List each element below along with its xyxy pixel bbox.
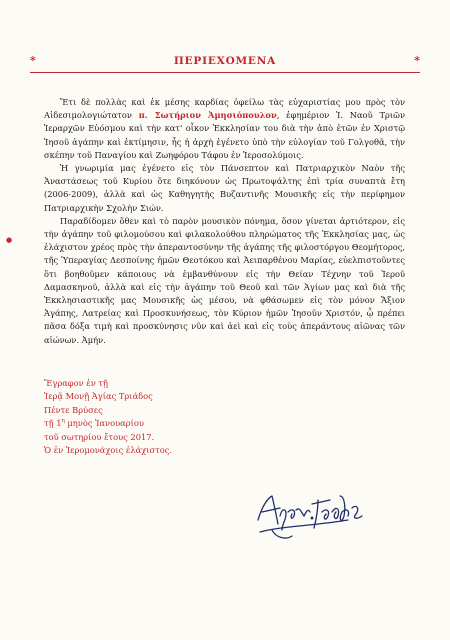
paragraph-2: Ἡ γνωριμία μας ἐγένετο εἰς τὸν Πάνσεπτον καὶ Πατριαρχικὸν Ναὸν τῆς Ἀναστάσεως τοῦ Κυρίου ὅτε διηκόνουν ὡς Πρωτοψάλτης ἐπὶ τρία συναπτὰ ἔτη (2006-2009), ἀλλὰ καὶ ὡς Καθηγητὴς Βυζαντινῆς Μουσικῆς εἰς τὴν περίφημον Πατριαρχικὴν Σχολὴν Σιών. <box>44 163 405 213</box>
closing-block <box>44 377 172 457</box>
closing-line-5: τοῦ σωτηρίου ἔτους 2017. <box>44 431 155 442</box>
page-header <box>30 52 420 70</box>
paragraph-3: Παραδίδομεν ὅθεν καὶ τὸ παρὸν μουσικὸν πόνημα, ὅσον γίνεται ἀρτιότερον, εἰς τὴν ἀγάπην τοῦ φιλομούσου καὶ φιλακολούθου πληρώματος τῆς Ἐκκλησίας μας, ὡς ἐλάχιστον χρέος πρὸς τὴν ἀπεραντοσύνην τῆς ἀγάπης τῆς φιλοστόργου Θεομήτορος, τῆς Ὑπεραγίας Δεσποίνης ἡμῶν Θεοτόκου καὶ Ἀειπαρθένου Μαρίας, εὐελπιστοῦντες ὅτι βοηθοῦμεν κάποιους νὰ ἐμβανθύνουν εἰς τὴν Θείαν Τέχνην τοῦ Ἱεροῦ Δαμασκηνοῦ, ἀλλὰ καὶ εἰς τὴν ἀγάπην τοῦ Θεοῦ καὶ τῶν Ἁγίων μας καὶ διὰ τῆς Ἐκκλησιαστικῆς μας Μουσικῆς ὡς μέσου, νὰ φθάσωμεν εἰς τὸν μόνον Ἄξιον Ἀγάπης, Λατρείας καὶ Προσκυνήσεως, τὸν Κύριον ἡμῶν Ἰησοῦν Χριστόν, ᾧ πρέπει πᾶσα δόξα τιμὴ καὶ προσκύνησις νῦν καὶ ἀεὶ καὶ εἰς τοὺς ἀπεράντους αἰῶνας τῶν αἰώνων. Ἀμήν. <box>44 215 405 345</box>
closing-line-2: Ἱερᾷ Μονῇ Ἁγίας Τριάδος <box>44 391 153 402</box>
header-star-left: * <box>30 54 36 67</box>
closing-line-6: Ὁ ἐν Ἱερομονάχοις ἐλάχιστος. <box>44 445 173 456</box>
paragraph-1: Ἔτι δὲ πολλὰς καὶ ἐκ μέσης καρδίας ὀφείλω τὰς εὐχαριστίας μου πρὸς τὸν Αἰδεσιμολογιώτατον π. Σωτήριον Ἀμησιόπουλον, ἐφημέριον Ἱ. Ναοῦ Τριῶν Ἱεραρχῶν Εὐόσμου καὶ τὴν κατ' οἶκον Ἐκκλησίαν του διὰ τὴν ἀπὸ ἐτῶν ἐν Χριστῷ Ἰησοῦ ἀγάπην καὶ ἐκτίμησιν, ἧς ἡ ἀρχὴ ἐγένετο ὑπὸ τὴν εὐλογίαν τοῦ Γολγοθᾶ, τὴν σκέπην τοῦ Παναγίου καὶ Ζωηφόρου Τάφου ἐν Ἱεροσολύμοις. <box>44 97 405 160</box>
margin-bullet: ● <box>6 236 13 244</box>
header-star-right: * <box>414 54 420 67</box>
priest-name: π. Σωτήριον Ἀμησιόπουλον <box>138 110 277 121</box>
closing-line-3: Πέντε Βρύσες <box>44 404 103 415</box>
closing-line-1: Ἔγραφον ἐν τῇ <box>44 378 108 388</box>
closing-line-4: τῇ $1^\eta$ μηνὸς Ἰανουαρίου <box>44 418 144 429</box>
body-text <box>44 96 405 347</box>
page-title: ΠΕΡΙΕΧΟΜΕΝΑ <box>173 55 277 67</box>
handwritten-signature <box>252 486 372 546</box>
header-rule <box>30 72 420 73</box>
